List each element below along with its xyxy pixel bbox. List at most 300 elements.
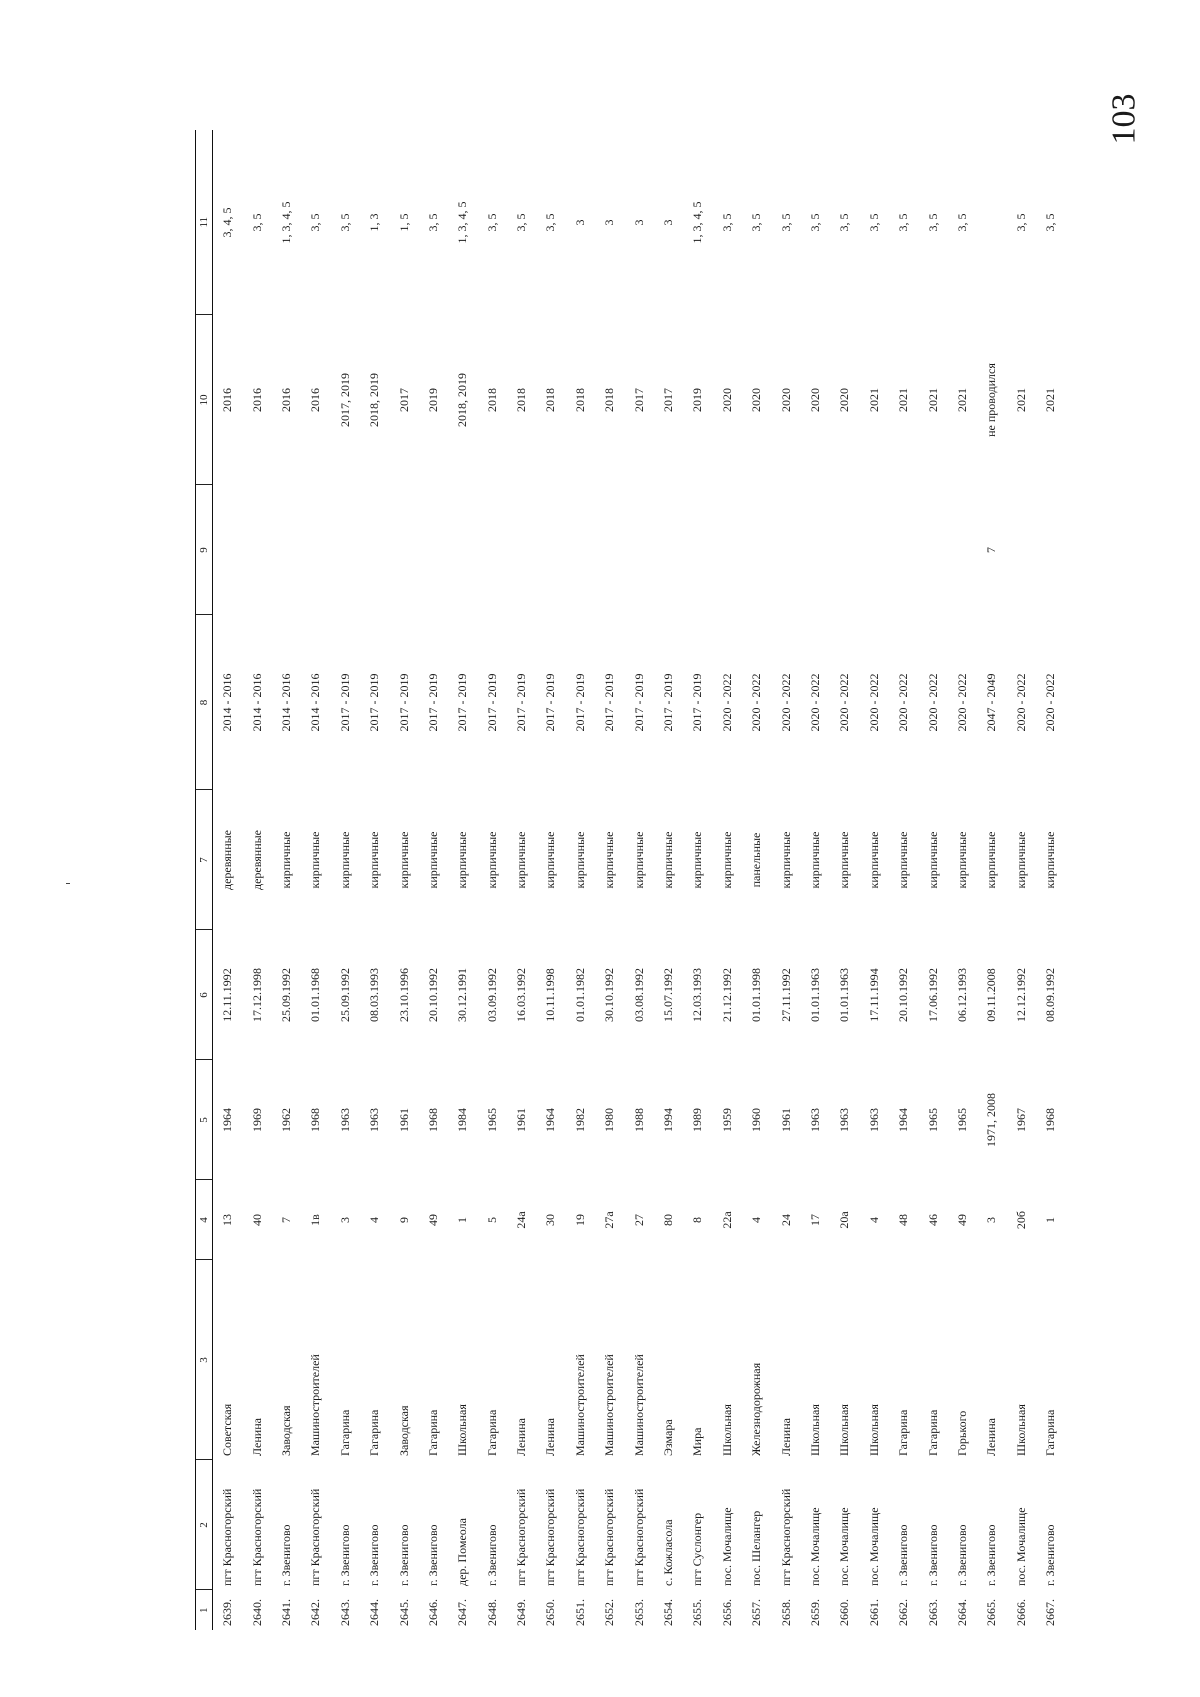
row-number: 2649. xyxy=(514,1599,529,1626)
street-name: Эзмара xyxy=(661,1419,676,1456)
planned-repair-period: 2047 - 2049 xyxy=(984,673,999,732)
table-row xyxy=(301,130,330,1630)
column-9-value xyxy=(889,485,918,615)
registration-date: 23.10.1996 xyxy=(396,968,411,1022)
repair-types: 3, 5 xyxy=(543,213,558,232)
row-number: 2660. xyxy=(837,1599,852,1626)
settlement-name: пгт Красногорский xyxy=(308,1488,323,1586)
repair-year: 2017, 2019 xyxy=(337,373,352,427)
repair-types: 3, 5 xyxy=(896,213,911,232)
repair-year: 2021 xyxy=(1013,388,1028,412)
table-row xyxy=(624,130,653,1630)
repair-types: 1, 3, 4, 5 xyxy=(455,201,470,244)
column-9-value xyxy=(566,485,595,615)
registration-date: 03.08.1992 xyxy=(631,968,646,1022)
repair-types: 3, 5 xyxy=(1043,213,1058,232)
construction-year: 1989 xyxy=(690,1108,705,1132)
row-number: 2644. xyxy=(367,1599,382,1626)
repair-year: 2020 xyxy=(749,388,764,412)
table-row xyxy=(801,130,830,1630)
column-header-4: 4 xyxy=(196,1180,213,1260)
wall-material: кирпичные xyxy=(514,831,529,889)
house-number: 17 xyxy=(808,1214,822,1226)
construction-year: 1963 xyxy=(337,1108,352,1132)
construction-year: 1961 xyxy=(778,1108,793,1132)
wall-material: кирпичные xyxy=(690,831,705,889)
repair-types: 3, 5 xyxy=(484,213,499,232)
repair-year: 2017 xyxy=(631,388,646,412)
wall-material: кирпичные xyxy=(278,831,293,889)
repair-year: 2020 xyxy=(778,388,793,412)
settlement-name: г. Звенигово xyxy=(1043,1524,1058,1586)
planned-repair-period: 2020 - 2022 xyxy=(925,673,940,732)
repair-types: 3 xyxy=(602,219,617,226)
table-row xyxy=(771,130,800,1630)
construction-year: 1965 xyxy=(925,1108,940,1132)
row-number: 2647. xyxy=(455,1599,470,1626)
street-name: Заводская xyxy=(396,1405,411,1456)
column-9-value xyxy=(360,485,389,615)
street-name: Заводская xyxy=(278,1405,293,1456)
row-number: 2643. xyxy=(337,1599,352,1626)
column-9-value xyxy=(213,485,243,615)
street-name: Машиностроителей xyxy=(602,1354,617,1456)
repair-types: 3, 5 xyxy=(954,213,969,232)
street-name: Гагарина xyxy=(425,1409,440,1456)
registration-date: 12.03.1993 xyxy=(690,968,705,1022)
planned-repair-period: 2017 - 2019 xyxy=(425,673,440,732)
house-number: 49 xyxy=(954,1214,969,1226)
repair-year: 2016 xyxy=(278,388,293,412)
column-9-value xyxy=(331,485,360,615)
row-number: 2639. xyxy=(220,1599,235,1626)
registration-date: 01.01.1963 xyxy=(837,968,852,1022)
street-name: Ленина xyxy=(543,1418,558,1456)
planned-repair-period: 2017 - 2019 xyxy=(367,673,382,732)
planned-repair-period: 2017 - 2019 xyxy=(396,673,411,732)
repair-types: 3, 5 xyxy=(514,213,529,232)
registration-date: 01.01.1968 xyxy=(308,968,323,1022)
settlement-name: г. Звенигово xyxy=(425,1524,440,1586)
construction-year: 1984 xyxy=(455,1108,470,1132)
house-number: 49 xyxy=(425,1214,440,1226)
house-number: 3 xyxy=(337,1217,352,1223)
planned-repair-period: 2017 - 2019 xyxy=(543,673,558,732)
street-name: Школьная xyxy=(837,1404,852,1456)
column-header-7: 7 xyxy=(196,790,213,930)
registration-date: 10.11.1998 xyxy=(543,968,558,1022)
table-row xyxy=(478,130,507,1630)
registration-date: 01.01.1998 xyxy=(749,968,764,1022)
street-name: Гагарина xyxy=(925,1409,940,1456)
street-name: Ленина xyxy=(984,1418,999,1456)
row-number: 2642. xyxy=(308,1599,323,1626)
repair-types: 3, 5 xyxy=(1013,213,1028,232)
column-9-value xyxy=(683,485,712,615)
house-number: 3 xyxy=(984,1217,999,1223)
settlement-name: пос. Мочалище xyxy=(808,1507,822,1586)
row-number: 2653. xyxy=(631,1599,646,1626)
street-name: Гагарина xyxy=(367,1409,382,1456)
table-row xyxy=(713,130,742,1630)
street-name: Машиностроителей xyxy=(572,1354,587,1456)
repair-year: 2018, 2019 xyxy=(455,373,470,427)
column-9-value xyxy=(713,485,742,615)
rotated-table-container xyxy=(195,130,1195,1630)
registration-date: 21.12.1992 xyxy=(719,968,734,1022)
construction-year: 1964 xyxy=(220,1108,235,1132)
wall-material: кирпичные xyxy=(396,831,411,889)
column-header-3: 3 xyxy=(196,1260,213,1460)
street-name: Школьная xyxy=(866,1404,881,1456)
wall-material: кирпичные xyxy=(455,831,470,889)
street-name: Машиностроителей xyxy=(308,1354,323,1456)
table-row xyxy=(536,130,565,1630)
column-header-6: 6 xyxy=(196,930,213,1060)
street-name: Школьная xyxy=(808,1404,822,1456)
construction-year: 1960 xyxy=(749,1108,764,1132)
table-row xyxy=(918,130,947,1630)
construction-year: 1964 xyxy=(543,1108,558,1132)
wall-material: кирпичные xyxy=(602,831,617,889)
repair-year: 2018 xyxy=(572,388,587,412)
registration-date: 01.01.1982 xyxy=(572,968,587,1022)
table-row xyxy=(595,130,624,1630)
planned-repair-period: 2017 - 2019 xyxy=(661,673,676,732)
wall-material: кирпичные xyxy=(719,831,734,889)
table-row xyxy=(977,130,1006,1630)
column-9-value xyxy=(830,485,859,615)
row-number: 2650. xyxy=(543,1599,558,1626)
repair-year: 2018 xyxy=(514,388,529,412)
registration-date: 20.10.1992 xyxy=(425,968,440,1022)
row-number: 2645. xyxy=(396,1599,411,1626)
column-9-value xyxy=(478,485,507,615)
house-number: 1 xyxy=(1043,1217,1058,1223)
settlement-name: пос. Мочалище xyxy=(1013,1507,1028,1586)
repair-year: 2018 xyxy=(484,388,499,412)
table-row xyxy=(830,130,859,1630)
street-name: Мира xyxy=(690,1427,705,1456)
house-number: 8 xyxy=(690,1217,705,1223)
table-row xyxy=(448,130,477,1630)
registration-date: 08.03.1993 xyxy=(367,968,382,1022)
settlement-name: пгт Красногорский xyxy=(778,1488,793,1586)
registration-date: 30.12.1991 xyxy=(455,968,470,1022)
wall-material: кирпичные xyxy=(337,831,352,889)
repair-year: 2016 xyxy=(249,388,264,412)
wall-material: кирпичные xyxy=(925,831,940,889)
construction-year: 1967 xyxy=(1013,1108,1028,1132)
wall-material: панельные xyxy=(749,832,764,888)
table-row xyxy=(272,130,301,1630)
column-9-value xyxy=(595,485,624,615)
wall-material: кирпичные xyxy=(896,831,911,889)
construction-year: 1959 xyxy=(719,1108,734,1132)
column-9-value xyxy=(654,485,683,615)
repair-types: 3, 5 xyxy=(749,213,764,232)
column-9-value xyxy=(918,485,947,615)
repair-types: 3, 4, 5 xyxy=(220,207,235,238)
table-row xyxy=(331,130,360,1630)
house-number: 27а xyxy=(602,1211,617,1229)
street-name: Гагарина xyxy=(337,1409,352,1456)
column-9-value xyxy=(272,485,301,615)
table-row xyxy=(1036,130,1065,1630)
construction-year: 1969 xyxy=(249,1108,264,1132)
table-row xyxy=(360,130,389,1630)
wall-material: кирпичные xyxy=(631,831,646,889)
column-9-value xyxy=(860,485,889,615)
repair-types: 1, 5 xyxy=(396,213,411,232)
registration-date: 12.12.1992 xyxy=(1013,968,1028,1022)
settlement-name: пгт Красногорский xyxy=(514,1488,529,1586)
planned-repair-period: 2020 - 2022 xyxy=(954,673,969,732)
column-9-value xyxy=(1036,485,1065,615)
construction-year: 1961 xyxy=(514,1108,529,1132)
repair-year: 2020 xyxy=(808,388,822,412)
row-number: 2652. xyxy=(602,1599,617,1626)
planned-repair-period: 2017 - 2019 xyxy=(572,673,587,732)
registration-date: 01.01.1963 xyxy=(808,968,822,1022)
house-number: 7 xyxy=(278,1217,293,1223)
construction-year: 1994 xyxy=(661,1108,676,1132)
house-number: 20а xyxy=(837,1211,852,1229)
planned-repair-period: 2020 - 2022 xyxy=(1013,673,1028,732)
planned-repair-period: 2017 - 2019 xyxy=(484,673,499,732)
repair-types xyxy=(977,130,1006,315)
street-name: Школьная xyxy=(719,1404,734,1456)
row-number: 2654. xyxy=(661,1599,676,1626)
row-number: 2648. xyxy=(484,1599,499,1626)
planned-repair-period: 2020 - 2022 xyxy=(719,673,734,732)
street-name: Ленина xyxy=(778,1418,793,1456)
table-row xyxy=(566,130,595,1630)
house-number: 1 xyxy=(455,1217,470,1223)
column-9-value xyxy=(301,485,330,615)
row-number: 2665. xyxy=(984,1599,999,1626)
registration-date: 17.12.1998 xyxy=(249,968,264,1022)
planned-repair-period: 2020 - 2022 xyxy=(808,673,822,732)
settlement-name: пос. Мочалище xyxy=(719,1507,734,1586)
column-9-value xyxy=(801,485,830,615)
construction-year: 1988 xyxy=(631,1108,646,1132)
street-name: Железнодорожная xyxy=(749,1362,764,1456)
repair-types: 3, 5 xyxy=(808,213,822,232)
house-number: 30 xyxy=(543,1214,558,1226)
repair-types: 3, 5 xyxy=(249,213,264,232)
construction-year: 1964 xyxy=(896,1108,911,1132)
house-number: 40 xyxy=(249,1214,264,1226)
table-row xyxy=(213,130,243,1630)
house-number: 4 xyxy=(367,1217,382,1223)
wall-material: деревянные xyxy=(220,829,235,891)
house-number: 19 xyxy=(572,1214,587,1226)
construction-year: 1963 xyxy=(808,1108,822,1132)
house-number: 22а xyxy=(719,1211,734,1229)
house-number: 48 xyxy=(896,1214,911,1226)
column-9-value: 7 xyxy=(984,547,999,553)
table-row xyxy=(742,130,771,1630)
house-number: 20б xyxy=(1013,1210,1028,1230)
column-9-value xyxy=(242,485,271,615)
house-number: 13 xyxy=(220,1214,235,1226)
planned-repair-period: 2017 - 2019 xyxy=(602,673,617,732)
repair-year: 2021 xyxy=(866,388,881,412)
wall-material: кирпичные xyxy=(866,831,881,889)
registration-date: 17.11.1994 xyxy=(866,968,881,1022)
construction-year: 1971, 2008 xyxy=(984,1093,999,1147)
repair-types: 3, 5 xyxy=(866,213,881,232)
wall-material: деревянные xyxy=(249,829,264,891)
column-header-11: 11 xyxy=(196,130,213,315)
settlement-name: с. Кожласола xyxy=(661,1519,676,1586)
column-9-value xyxy=(507,485,536,615)
settlement-name: г. Звенигово xyxy=(278,1524,293,1586)
wall-material: кирпичные xyxy=(543,831,558,889)
planned-repair-period: 2014 - 2016 xyxy=(249,673,264,732)
repair-types: 1, 3, 4, 5 xyxy=(690,201,705,244)
row-number: 2656. xyxy=(719,1599,734,1626)
row-number: 2667. xyxy=(1043,1599,1058,1626)
repair-types: 3, 5 xyxy=(925,213,940,232)
registration-date: 25.09.1992 xyxy=(337,968,352,1022)
settlement-name: пос. Шелангер xyxy=(749,1510,764,1586)
construction-year: 1965 xyxy=(484,1108,499,1132)
settlement-name: дер. Помеола xyxy=(455,1518,470,1586)
repair-types: 3, 5 xyxy=(308,213,323,232)
planned-repair-period: 2014 - 2016 xyxy=(308,673,323,732)
construction-year: 1963 xyxy=(837,1108,852,1132)
street-name: Советская xyxy=(220,1403,235,1456)
construction-year: 1968 xyxy=(1043,1108,1058,1132)
construction-year: 1963 xyxy=(367,1108,382,1132)
construction-year: 1980 xyxy=(602,1108,617,1132)
registration-date: 06.12.1993 xyxy=(954,968,969,1022)
settlement-name: г. Звенигово xyxy=(337,1524,352,1586)
settlement-name: пгт Красногорский xyxy=(220,1488,235,1586)
table-row xyxy=(389,130,418,1630)
wall-material: кирпичные xyxy=(1043,831,1058,889)
settlement-name: пгт Красногорский xyxy=(602,1488,617,1586)
settlement-name: г. Звенигово xyxy=(484,1524,499,1586)
repair-year: 2016 xyxy=(220,388,235,412)
column-9-value xyxy=(948,485,977,615)
planned-repair-period: 2017 - 2019 xyxy=(631,673,646,732)
row-number: 2663. xyxy=(925,1599,940,1626)
street-name: Гагарина xyxy=(484,1409,499,1456)
wall-material: кирпичные xyxy=(984,831,999,889)
wall-material: кирпичные xyxy=(1013,831,1028,889)
table-row xyxy=(948,130,977,1630)
column-9-value xyxy=(536,485,565,615)
wall-material: кирпичные xyxy=(308,831,323,889)
column-9-value xyxy=(1007,485,1036,615)
column-9-value xyxy=(419,485,448,615)
table-row xyxy=(860,130,889,1630)
column-header-8: 8 xyxy=(196,615,213,790)
table-row xyxy=(683,130,712,1630)
house-number: 4 xyxy=(749,1217,764,1223)
column-header-9: 9 xyxy=(196,485,213,615)
registration-date: 08.09.1992 xyxy=(1043,968,1058,1022)
repair-types: 3, 5 xyxy=(337,213,352,232)
scan-mark xyxy=(66,883,70,884)
street-name: Машиностроителей xyxy=(631,1354,646,1456)
construction-year: 1963 xyxy=(866,1108,881,1132)
repair-types: 3 xyxy=(661,219,676,226)
repair-year: 2016 xyxy=(308,388,323,412)
street-name: Школьная xyxy=(1013,1404,1028,1456)
repair-types: 1, 3, 4, 5 xyxy=(278,201,293,244)
row-number: 2661. xyxy=(866,1599,881,1626)
settlement-name: пгт Красногорский xyxy=(572,1488,587,1586)
wall-material: кирпичные xyxy=(778,831,793,889)
house-number: 24 xyxy=(778,1214,793,1226)
registration-date: 17.06.1992 xyxy=(925,968,940,1022)
registration-date: 03.09.1992 xyxy=(484,968,499,1022)
registration-date: 12.11.1992 xyxy=(220,968,235,1022)
street-name: Горького xyxy=(954,1410,969,1456)
table-row xyxy=(242,130,271,1630)
repair-year: 2021 xyxy=(925,388,940,412)
repair-year: 2021 xyxy=(1043,388,1058,412)
repair-types: 3, 5 xyxy=(425,213,440,232)
row-number: 2662. xyxy=(896,1599,911,1626)
repair-year: 2017 xyxy=(396,388,411,412)
construction-year: 1961 xyxy=(396,1108,411,1132)
planned-repair-period: 2017 - 2019 xyxy=(337,673,352,732)
wall-material: кирпичные xyxy=(808,831,822,889)
repair-year: 2020 xyxy=(719,388,734,412)
planned-repair-period: 2017 - 2019 xyxy=(690,673,705,732)
wall-material: кирпичные xyxy=(837,831,852,889)
repair-types: 3, 5 xyxy=(719,213,734,232)
column-9-value xyxy=(742,485,771,615)
column-header-1: 1 xyxy=(196,1590,213,1630)
settlement-name: пгт Красногорский xyxy=(249,1488,264,1586)
registration-date: 30.10.1992 xyxy=(602,968,617,1022)
registration-date: 27.11.1992 xyxy=(778,968,793,1022)
table-row xyxy=(419,130,448,1630)
house-number: 24а xyxy=(514,1211,529,1229)
row-number: 2666. xyxy=(1013,1599,1028,1626)
planned-repair-period: 2020 - 2022 xyxy=(749,673,764,732)
planned-repair-period: 2014 - 2016 xyxy=(278,673,293,732)
registration-date: 16.03.1992 xyxy=(514,968,529,1022)
column-9-value xyxy=(771,485,800,615)
street-name: Гагарина xyxy=(896,1409,911,1456)
column-9-value xyxy=(389,485,418,615)
settlement-name: пгт Красногорский xyxy=(631,1488,646,1586)
house-number: 80 xyxy=(661,1214,676,1226)
repair-year: не проводился xyxy=(984,363,999,437)
table-row xyxy=(654,130,683,1630)
repair-year: 2017 xyxy=(661,388,676,412)
settlement-name: г. Звенигово xyxy=(984,1524,999,1586)
house-number: 27 xyxy=(631,1214,646,1226)
column-9-value xyxy=(624,485,653,615)
planned-repair-period: 2020 - 2022 xyxy=(837,673,852,732)
wall-material: кирпичные xyxy=(367,831,382,889)
column-header-10: 10 xyxy=(196,315,213,485)
construction-year: 1982 xyxy=(572,1108,587,1132)
repair-year: 2021 xyxy=(896,388,911,412)
table-row xyxy=(1007,130,1036,1630)
row-number: 2641. xyxy=(278,1599,293,1626)
registration-date: 09.11.2008 xyxy=(984,968,999,1022)
construction-year: 1968 xyxy=(308,1108,323,1132)
